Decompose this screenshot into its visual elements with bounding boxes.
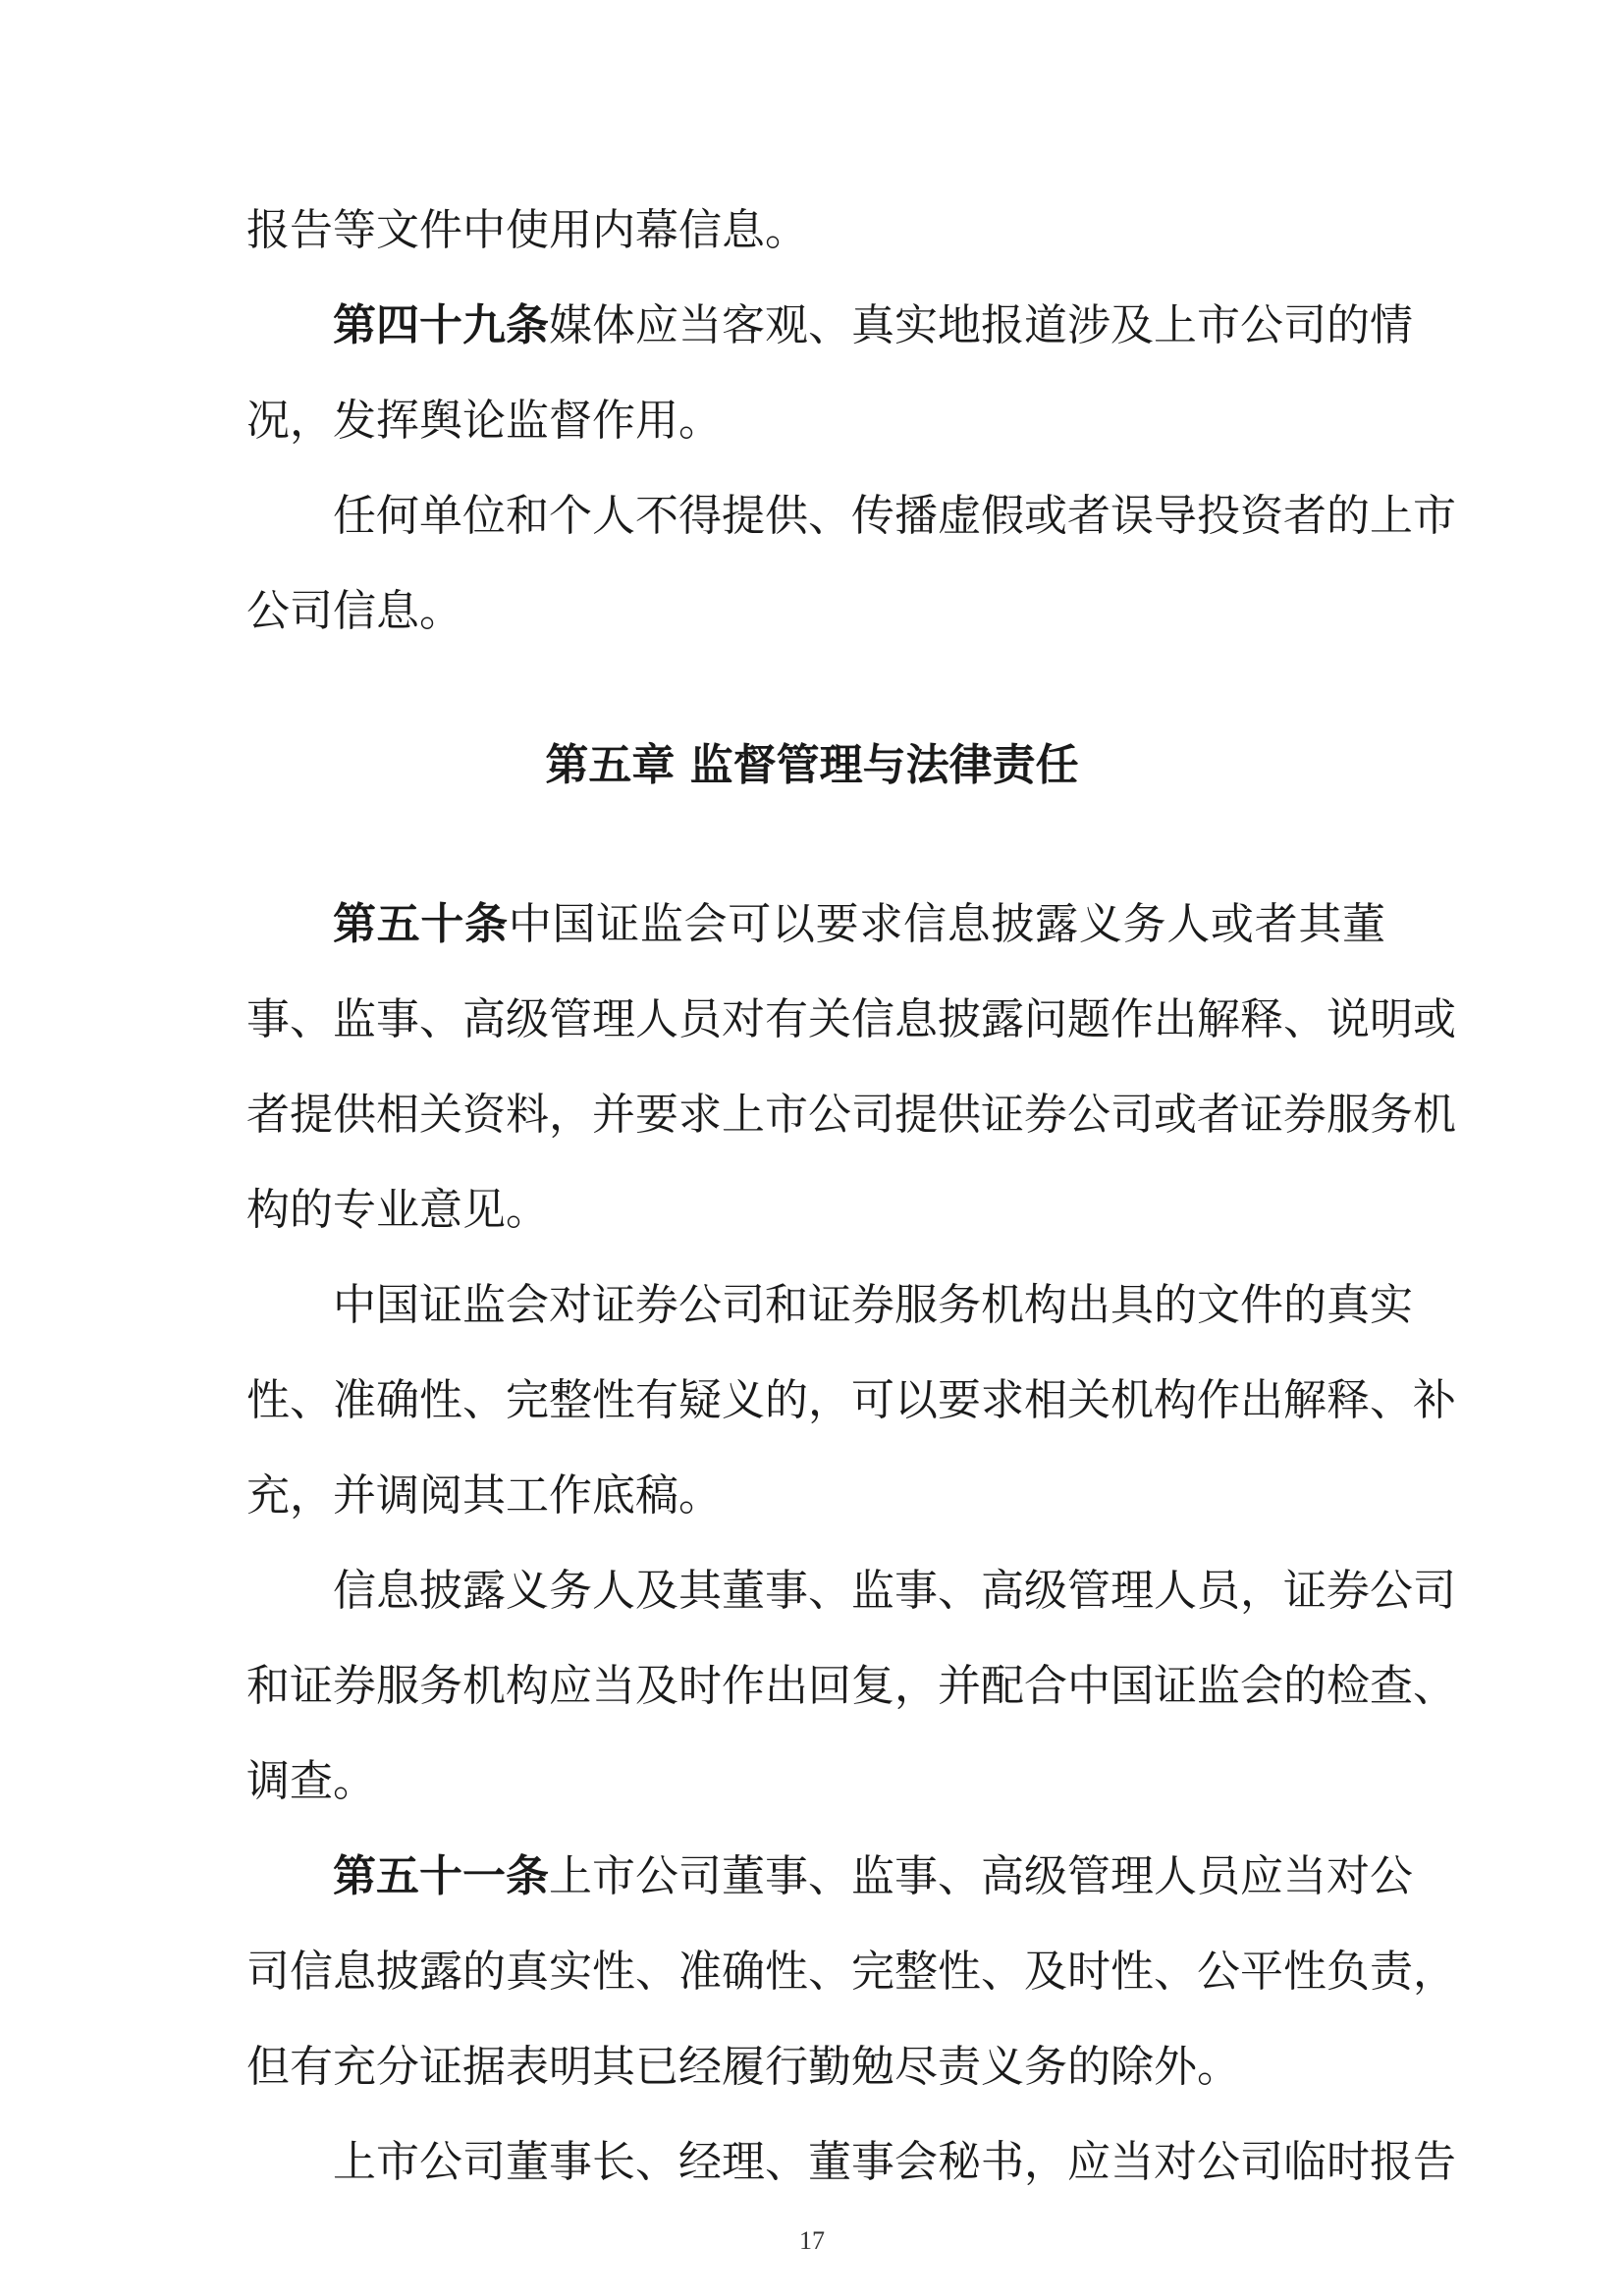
line-text: 况，发挥舆论监督作用。 bbox=[246, 396, 722, 446]
line-text: 构的专业意见。 bbox=[246, 1185, 549, 1235]
line-text: 事、监事、高级管理人员对有关信息披露问题作出解释、说明或 bbox=[246, 994, 1456, 1044]
paragraph-line bbox=[246, 1181, 1385, 1240]
paragraph-line bbox=[246, 1943, 1456, 2002]
paragraph-line bbox=[246, 1371, 1456, 1430]
paragraph-line bbox=[333, 2133, 1456, 2192]
paragraph-line bbox=[246, 1467, 1385, 1525]
paragraph-line bbox=[246, 201, 1385, 260]
article-number: 第五十条 bbox=[333, 899, 509, 949]
line-text: 中国证监会可以要求信息披露义务人或者其董 bbox=[508, 899, 1386, 949]
paragraph-line bbox=[246, 1752, 1385, 1811]
paragraph-line bbox=[246, 990, 1456, 1049]
article-51-line bbox=[333, 1847, 1413, 1906]
line-text: 报告等文件中使用内幕信息。 bbox=[246, 205, 808, 255]
line-text: 上市公司董事、监事、高级管理人员应当对公 bbox=[549, 1851, 1413, 1901]
page-number: 17 bbox=[799, 2226, 825, 2255]
paragraph-line bbox=[246, 1657, 1456, 1716]
article-50-line bbox=[333, 895, 1385, 954]
line-text: 上市公司董事长、经理、董事会秘书，应当对公司临时报告 bbox=[333, 2137, 1456, 2187]
line-text: 媒体应当客观、真实地报道涉及上市公司的情 bbox=[549, 300, 1413, 350]
paragraph-line bbox=[246, 392, 1385, 451]
paragraph-line bbox=[333, 1276, 1413, 1335]
line-text: 信息披露义务人及其董事、监事、高级管理人员，证券公司 bbox=[333, 1566, 1456, 1616]
paragraph-line bbox=[246, 582, 1385, 641]
paragraph-line bbox=[333, 487, 1456, 546]
line-text: 任何单位和个人不得提供、传播虚假或者误导投资者的上市 bbox=[333, 491, 1456, 541]
article-number: 第五十一条 bbox=[333, 1851, 549, 1901]
line-text: 中国证监会对证券公司和证券服务机构出具的文件的真实 bbox=[333, 1280, 1413, 1330]
line-text: 但有充分证据表明其已经履行勤勉尽责义务的除外。 bbox=[246, 2042, 1240, 2092]
line-text: 和证券服务机构应当及时作出回复，并配合中国证监会的检查、 bbox=[246, 1661, 1456, 1711]
line-text: 性、准确性、完整性有疑义的，可以要求相关机构作出解释、补 bbox=[246, 1375, 1456, 1425]
line-text: 调查。 bbox=[246, 1756, 376, 1806]
paragraph-line bbox=[246, 1086, 1456, 1145]
paragraph-line bbox=[333, 1562, 1456, 1621]
line-text: 公司信息。 bbox=[246, 586, 462, 636]
line-text: 者提供相关资料，并要求上市公司提供证券公司或者证券服务机 bbox=[246, 1090, 1456, 1140]
line-text: 司信息披露的真实性、准确性、完整性、及时性、公平性负责， bbox=[246, 1947, 1456, 1997]
paragraph-line bbox=[246, 2038, 1385, 2097]
article-49-line bbox=[333, 296, 1413, 355]
chapter-title: 第五章 监督管理与法律责任 bbox=[545, 740, 1079, 790]
line-text: 充，并调阅其工作底稿。 bbox=[246, 1470, 722, 1521]
article-number: 第四十九条 bbox=[333, 300, 549, 350]
